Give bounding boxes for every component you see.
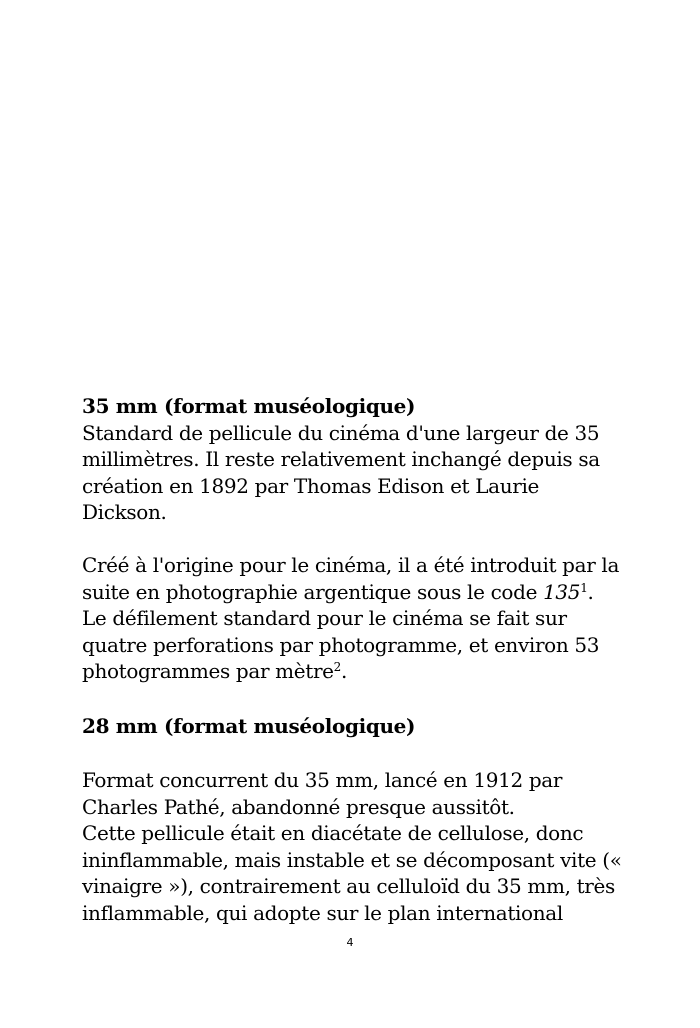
text-run: Créé à l'origine pour le cinéma, il a été introduit par la suite en photographie argentique sous le code	[82, 553, 620, 604]
paragraph-spacer	[82, 526, 622, 553]
page-number: 4	[346, 936, 354, 949]
footnote-ref-1[interactable]: 1	[580, 580, 588, 595]
film-code: 135	[543, 579, 581, 604]
page-content	[82, 393, 622, 926]
text-run: .	[340, 659, 347, 683]
paragraph-35mm-definition: Standard de pellicule du cinéma d'une largeur de 35 millimètres. Il reste relativement inchangé depuis sa création en 1892 par Thomas Edison et Laurie Dickson.	[82, 420, 600, 524]
section-heading-28mm: 28 mm (format muséologique)	[82, 713, 416, 738]
section-heading-35mm: 35 mm (format muséologique)	[82, 394, 416, 418]
paragraph-35mm-history	[82, 552, 622, 685]
section-spacer	[82, 685, 622, 713]
paragraph-28mm-intro: Format concurrent du 35 mm, lancé en 1912 par Charles Pathé, abandonné presque aussitôt.	[82, 768, 563, 819]
paragraph-spacer	[82, 739, 622, 767]
footnote-ref-2[interactable]: 2	[333, 660, 341, 674]
text-run: . Le défilement standard pour le cinéma se fait sur quatre perforations par photogramme, et environ 53 photogrammes par mètre	[82, 579, 600, 683]
paragraph-28mm-material: Cette pellicule était en diacétate de cellulose, donc ininflammable, mais instable et se décomposant vite (« vinaigre »), contrairement au celluloïd du 35 mm, très inflammable, qui adopte sur le plan international	[82, 821, 622, 925]
